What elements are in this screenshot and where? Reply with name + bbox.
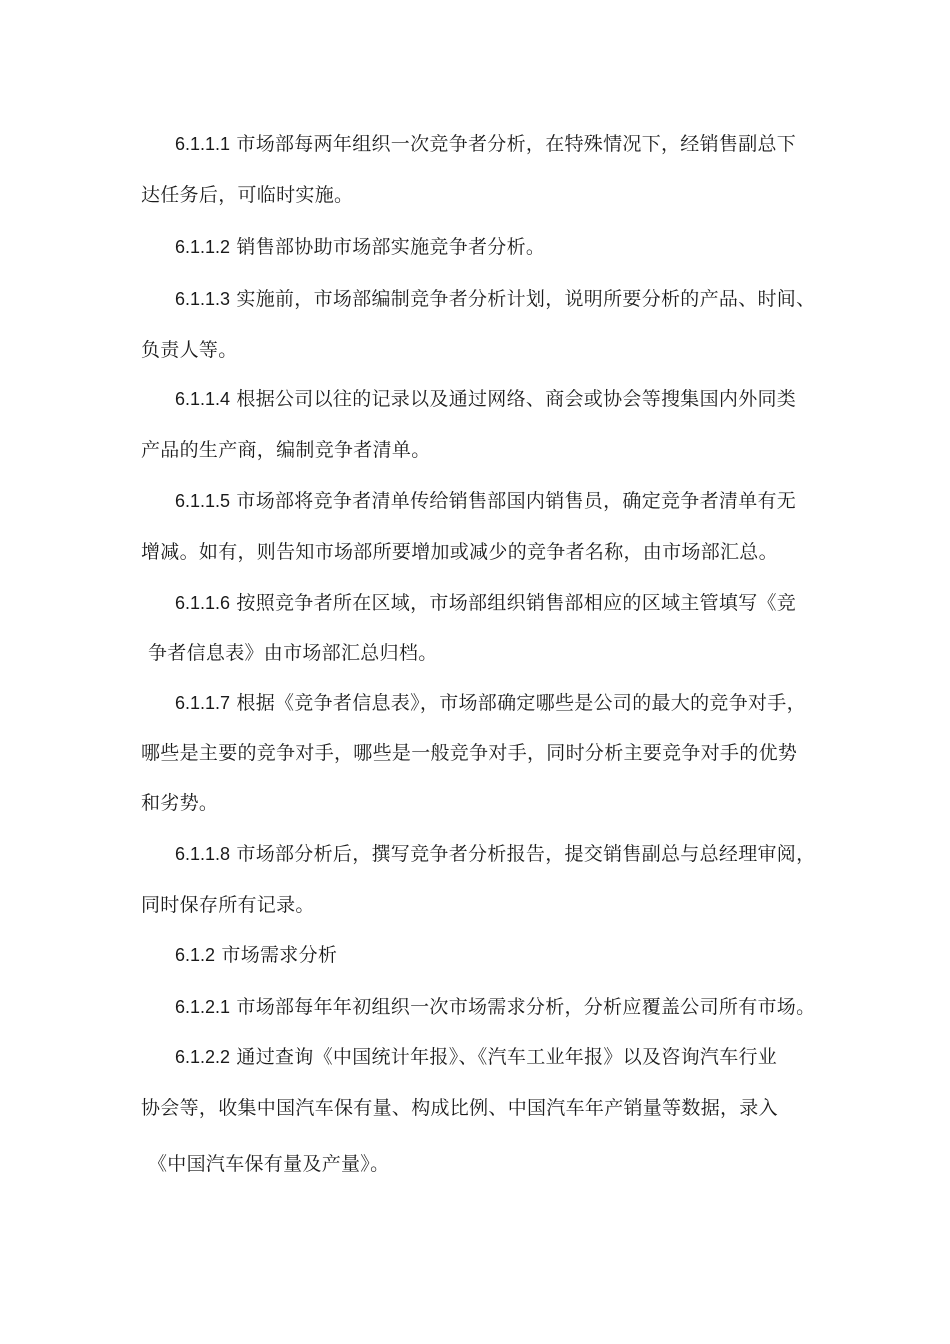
paragraph-line xyxy=(175,690,806,716)
section-number: 6.1.1.4 xyxy=(175,389,231,409)
paragraph-line xyxy=(175,488,796,514)
line-text: 和劣势。 xyxy=(141,792,219,814)
line-text: 负责人等。 xyxy=(141,339,238,361)
line-text: 根据《竞争者信息表》，市场部确定哪些是公司的最大的竞争对手， xyxy=(236,692,806,714)
paragraph-line xyxy=(148,640,438,666)
line-text: 协会等，收集中国汽车保有量、构成比例、中国汽车年产销量等数据，录入 xyxy=(141,1097,778,1119)
section-heading xyxy=(175,942,337,968)
paragraph-line xyxy=(175,1044,777,1070)
paragraph-line xyxy=(141,740,797,766)
section-number: 6.1.2.2 xyxy=(175,1047,231,1067)
line-text: 市场部每年年初组织一次市场需求分析，分析应覆盖公司所有市场。 xyxy=(236,996,816,1018)
line-text: 增减。如有，则告知市场部所要增加或减少的竞争者名称，由市场部汇总。 xyxy=(141,541,778,563)
line-text: 《中国汽车保有量及产量》。 xyxy=(148,1153,390,1175)
line-text: 市场部每两年组织一次竞争者分析，在特殊情况下，经销售副总下 xyxy=(236,133,797,155)
section-number: 6.1.1.5 xyxy=(175,491,231,511)
line-text: 销售部协助市场部实施竞争者分析。 xyxy=(236,236,546,258)
line-text: 按照竞争者所在区域，市场部组织销售部相应的区域主管填写《竞 xyxy=(236,592,797,614)
line-text: 达任务后，可临时实施。 xyxy=(141,184,354,206)
section-number: 6.1.1.8 xyxy=(175,844,231,864)
paragraph-line xyxy=(141,337,238,363)
section-number: 6.1.1.7 xyxy=(175,693,231,713)
paragraph-line xyxy=(141,182,353,208)
section-number: 6.1.1.6 xyxy=(175,593,231,613)
paragraph-line xyxy=(175,386,796,412)
section-number: 6.1.2.1 xyxy=(175,997,231,1017)
paragraph-line xyxy=(175,590,796,616)
paragraph-line xyxy=(175,286,815,312)
line-text: 市场部将竞争者清单传给销售部国内销售员，确定竞争者清单有无 xyxy=(236,490,797,512)
line-text: 哪些是主要的竞争对手，哪些是一般竞争对手，同时分析主要竞争对手的优势 xyxy=(141,742,798,764)
paragraph-line xyxy=(141,1095,778,1121)
section-number: 6.1.1.1 xyxy=(175,134,231,154)
line-text: 实施前，市场部编制竞争者分析计划，说明所要分析的产品、时间、 xyxy=(236,288,816,310)
paragraph-line xyxy=(175,131,796,157)
paragraph-line xyxy=(141,437,431,463)
paragraph-line xyxy=(148,1151,389,1177)
line-text: 根据公司以往的记录以及通过网络、商会或协会等搜集国内外同类 xyxy=(236,388,797,410)
paragraph-line xyxy=(175,841,815,867)
section-number: 6.1.2 xyxy=(175,945,216,965)
line-text: 市场需求分析 xyxy=(221,944,338,966)
line-text: 产品的生产商，编制竞争者清单。 xyxy=(141,439,431,461)
paragraph-line xyxy=(141,790,218,816)
paragraph-line xyxy=(175,234,545,260)
line-text: 同时保存所有记录。 xyxy=(141,894,315,916)
paragraph-line xyxy=(141,539,778,565)
line-text: 通过查询《中国统计年报》、《汽车工业年报》以及咨询汽车行业 xyxy=(236,1046,778,1068)
section-number: 6.1.1.2 xyxy=(175,237,231,257)
section-number: 6.1.1.3 xyxy=(175,289,231,309)
line-text: 市场部分析后，撰写竞争者分析报告，提交销售副总与总经理审阅， xyxy=(236,843,816,865)
line-text: 争者信息表》由市场部汇总归档。 xyxy=(148,642,438,664)
paragraph-line xyxy=(141,892,315,918)
paragraph-line xyxy=(175,994,815,1020)
